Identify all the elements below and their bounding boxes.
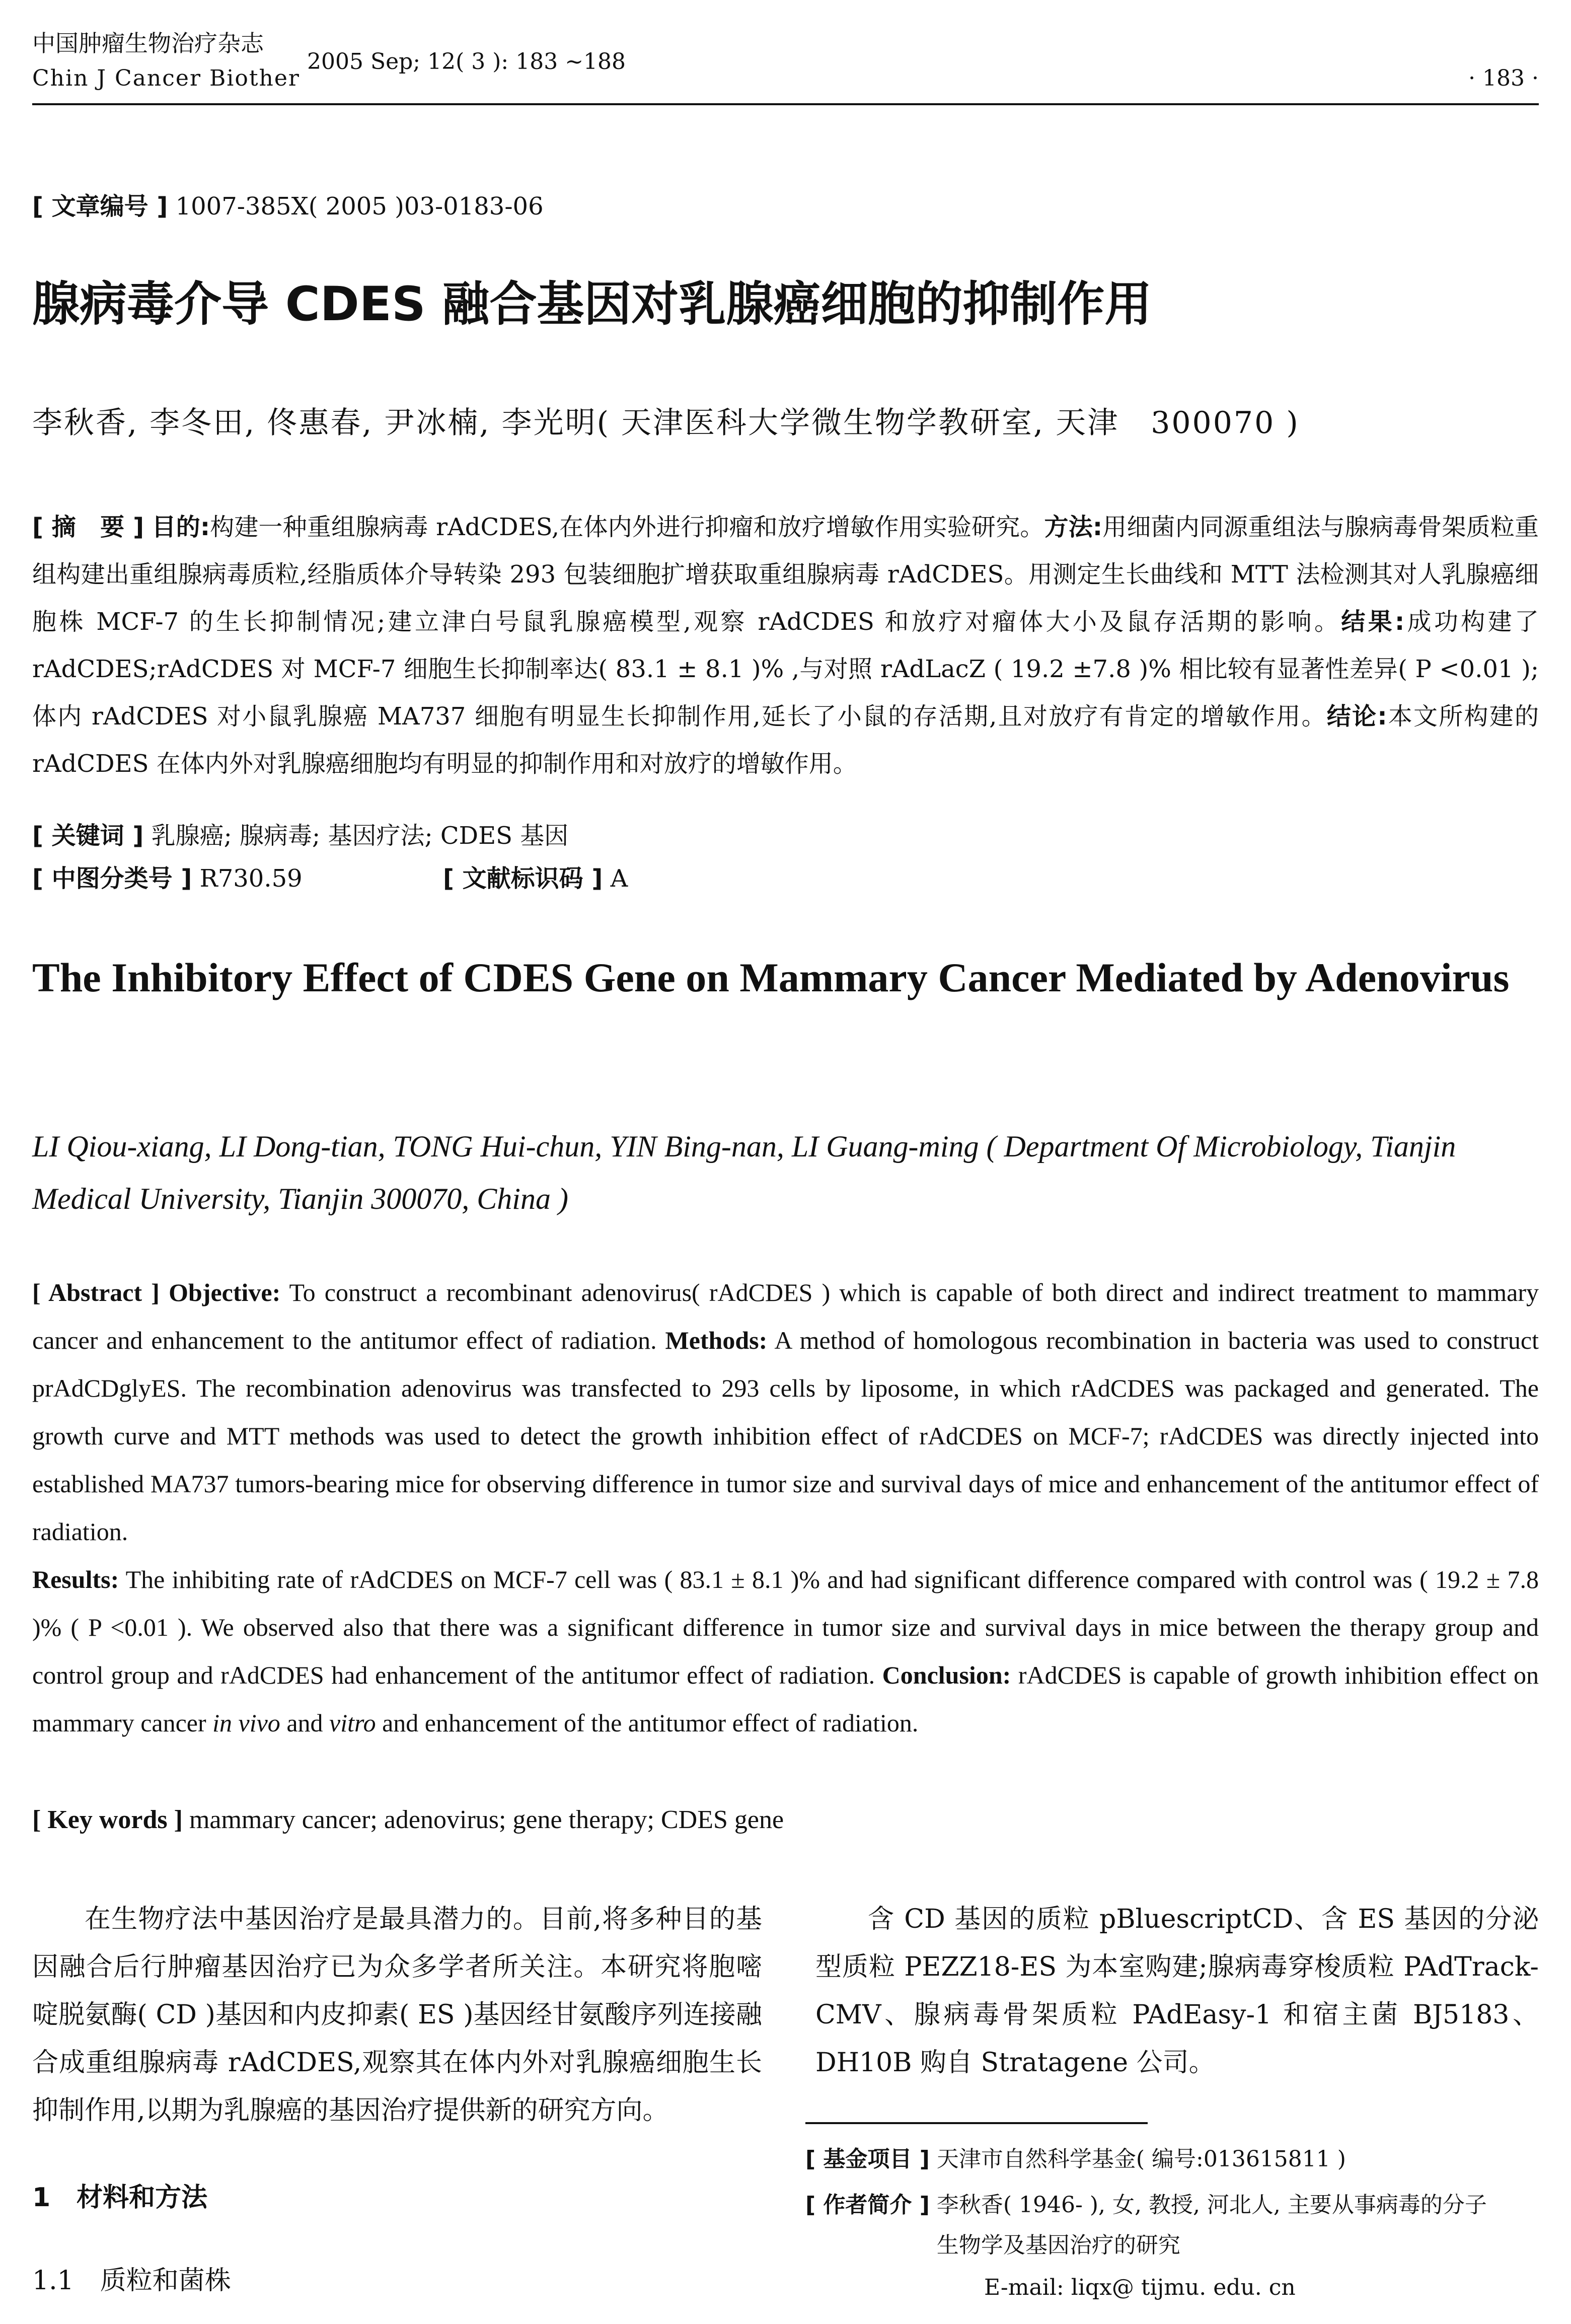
title-cn: 腺病毒介导 CDES 融合基因对乳腺癌细胞的抑制作用 [32,277,1152,332]
footnote-rule [805,2122,1148,2124]
keywords-en [32,1800,784,1840]
abstract-en-conclusion-pre: rAdCDES is capable of growth inhibition effect on mammary cancer [32,1661,1539,1737]
article-number [32,191,544,222]
authors-cn: 李秋香, 李冬田, 佟惠春, 尹冰楠, 李光明( 天津医科大学微生物学教研室, 天津 300070 ) [32,405,1300,441]
author-bio-label: [ 作者简介 ] [805,2192,930,2218]
abstract-en-label: [ Abstract ] [32,1278,160,1306]
abstract-cn-methods: 用细菌内同源重组法与腺病毒骨架质粒重组构建出重组腺病毒质粒,经脂质体介导转染 293 包装细胞扩增获取重组腺病毒 rAdCDES。用测定生长曲线和 MTT 法检测其对人乳腺癌细胞株 MCF-7 的生长抑制情况;建立津白号鼠乳腺癌模型,观察 rAdCDES 和放疗对瘤体大小及鼠存活期的影响。 [32,513,1539,636]
abstract-cn-objective-label: 目的: [152,513,210,541]
abstract-en-conclusion-italic-1: in vivo [212,1709,280,1737]
abstract-en-conclusion-italic-2: vitro [329,1709,376,1737]
abstract-cn-results-label: 结果: [1341,608,1405,636]
keywords-cn-value: 乳腺癌; 腺病毒; 基因疗法; CDES 基因 [151,822,569,850]
author-bio: 李秋香( 1946- ), 女, 教授, 河北人, 主要从事病毒的分子生物学及基因治疗的研究 [936,2192,1487,2258]
abstract-cn [32,503,1539,787]
header-rule [32,103,1539,105]
section-heading-1-1: 1.1 质粒和菌株 [32,2266,231,2296]
fund-value: 天津市自然科学基金( 编号:013615811 ) [936,2146,1346,2172]
keywords-en-label: [ Key words ] [32,1805,183,1834]
journal-name-en: Chin J Cancer Biother [32,65,300,91]
abstract-en-conclusion-label: Conclusion: [882,1661,1011,1689]
abstract-cn-objective: 构建一种重组腺病毒 rAdCDES,在体内外进行抑瘤和放疗增敏作用实验研究。 [210,513,1044,541]
author-footnote [805,2185,1539,2266]
section-heading-1: 1 材料和方法 [32,2183,208,2213]
abstract-cn-label: [ 摘 要 ] [32,513,144,541]
abstract-cn-conclusion: 本文所构建的 rAdCDES 在体内外对乳腺癌细胞均有明显的抑制作用和对放疗的增敏作用。 [32,702,1539,778]
title-en: The Inhibitory Effect of CDES Gene on Mammary Cancer Mediated by Adenovirus [32,955,1510,1000]
body-right-column [815,1896,1539,2087]
abstract-en-results-label: Results: [32,1565,119,1593]
journal-name-cn: 中国肿瘤生物治疗杂志 [32,30,264,57]
keywords-en-value: mammary cancer; adenovirus; gene therapy; CDES gene [189,1805,784,1834]
email-footnote: E-mail: liqx@ tijmu. edu. cn [984,2275,1296,2300]
abstract-cn-conclusion-label: 结论: [1326,702,1387,731]
abstract-en-objective: To construct a recombinant adenovirus( rAdCDES ) which is capable of both direct and indirect treatment to mammary cancer and enhancement to the antitumor effect of radiation. [32,1278,1539,1354]
article-number-value: 1007-385X( 2005 )03-0183-06 [175,192,544,221]
document-code-value: A [610,864,628,893]
journal-issue: 2005 Sep; 12( 3 ): 183 ~188 [307,49,626,75]
authors-en: LI Qiou-xiang, LI Dong-tian, TONG Hui-chun, YIN Bing-nan, LI Guang-ming ( Department Of Microbiology, Tianjin Medical University, Tianjin 300070, China ) [32,1130,1456,1215]
fund-footnote [805,2142,1346,2176]
abstract-en-objective-label: Objective: [169,1278,281,1306]
classification-number [32,858,303,899]
abstract-en [32,1269,1539,1747]
classification-value: R730.59 [199,864,303,893]
document-code-label: [ 文献标识码 ] [443,864,603,893]
keywords-cn [32,816,568,856]
abstract-en-conclusion-post: and enhancement of the antitumor effect of radiation. [382,1709,919,1737]
abstract-en-methods-label: Methods: [665,1326,768,1354]
intro-paragraph: 在生物疗法中基因治疗是最具潜力的。目前,将多种目的基因融合后行肿瘤基因治疗已为众多学者所关注。本研究将胞嘧啶脱氨酶( CD )基因和内皮抑素( ES )基因经甘氨酸序列连接融合成重组腺病毒 rAdCDES,观察其在体内外对乳腺癌细胞生长抑制作用,以期为乳腺癌的基因治疗提供新的研究方向。 [32,1904,762,2126]
abstract-en-conclusion-mid: and [286,1709,323,1737]
document-code [443,858,628,899]
abstract-cn-results: 成功构建了 rAdCDES;rAdCDES 对 MCF-7 细胞生长抑制率达( 83.1 ± 8.1 )% ,与对照 rAdLacZ ( 19.2 ±7.8 )% 相比较有显著性差异( P <0.01 );体内 rAdCDES 对小鼠乳腺癌 MA737 细胞有明显生长抑制作用,延长了小鼠的存活期,且对放疗有肯定的增敏作用。 [32,608,1539,731]
abstract-cn-methods-label: 方法: [1044,513,1103,541]
materials-paragraph: 含 CD 基因的质粒 pBluescriptCD、含 ES 基因的分泌型质粒 PEZZ18-ES 为本室购建;腺病毒穿梭质粒 PAdTrack-CMV、腺病毒骨架质粒 PAdEasy-1 和宿主菌 BJ5183、DH10B 购自 Stratagene 公司。 [815,1904,1539,2078]
body-left-column [32,1896,762,2135]
article-number-label: [ 文章编号 ] [32,192,168,221]
classification-label: [ 中图分类号 ] [32,864,192,893]
keywords-cn-label: [ 关键词 ] [32,822,144,850]
fund-label: [ 基金项目 ] [805,2146,930,2172]
page-number: · 183 · [1468,65,1539,91]
abstract-en-methods: A method of homologous recombination in bacteria was used to construct prAdCDglyES. The recombination adenovirus was transfected to 293 cells by liposome, in which rAdCDES was packaged and generated. The growth curve and MTT methods was used to detect the growth inhibition effect of rAdCDES on MCF-7; rAdCDES was directly injected into established MA737 tumors-bearing mice for observing difference in tumor size and survival days of mice and enhancement of the antitumor effect of radiation. [32,1326,1539,1546]
abstract-en-results: The inhibiting rate of rAdCDES on MCF-7 cell was ( 83.1 ± 8.1 )% and had significant difference compared with control was ( 19.2 ± 7.8 )% ( P <0.01 ). We observed also that there was a significant difference in tumor size and survival days in mice between the therapy group and control group and rAdCDES had enhancement of the antitumor effect of radiation. [32,1565,1539,1689]
